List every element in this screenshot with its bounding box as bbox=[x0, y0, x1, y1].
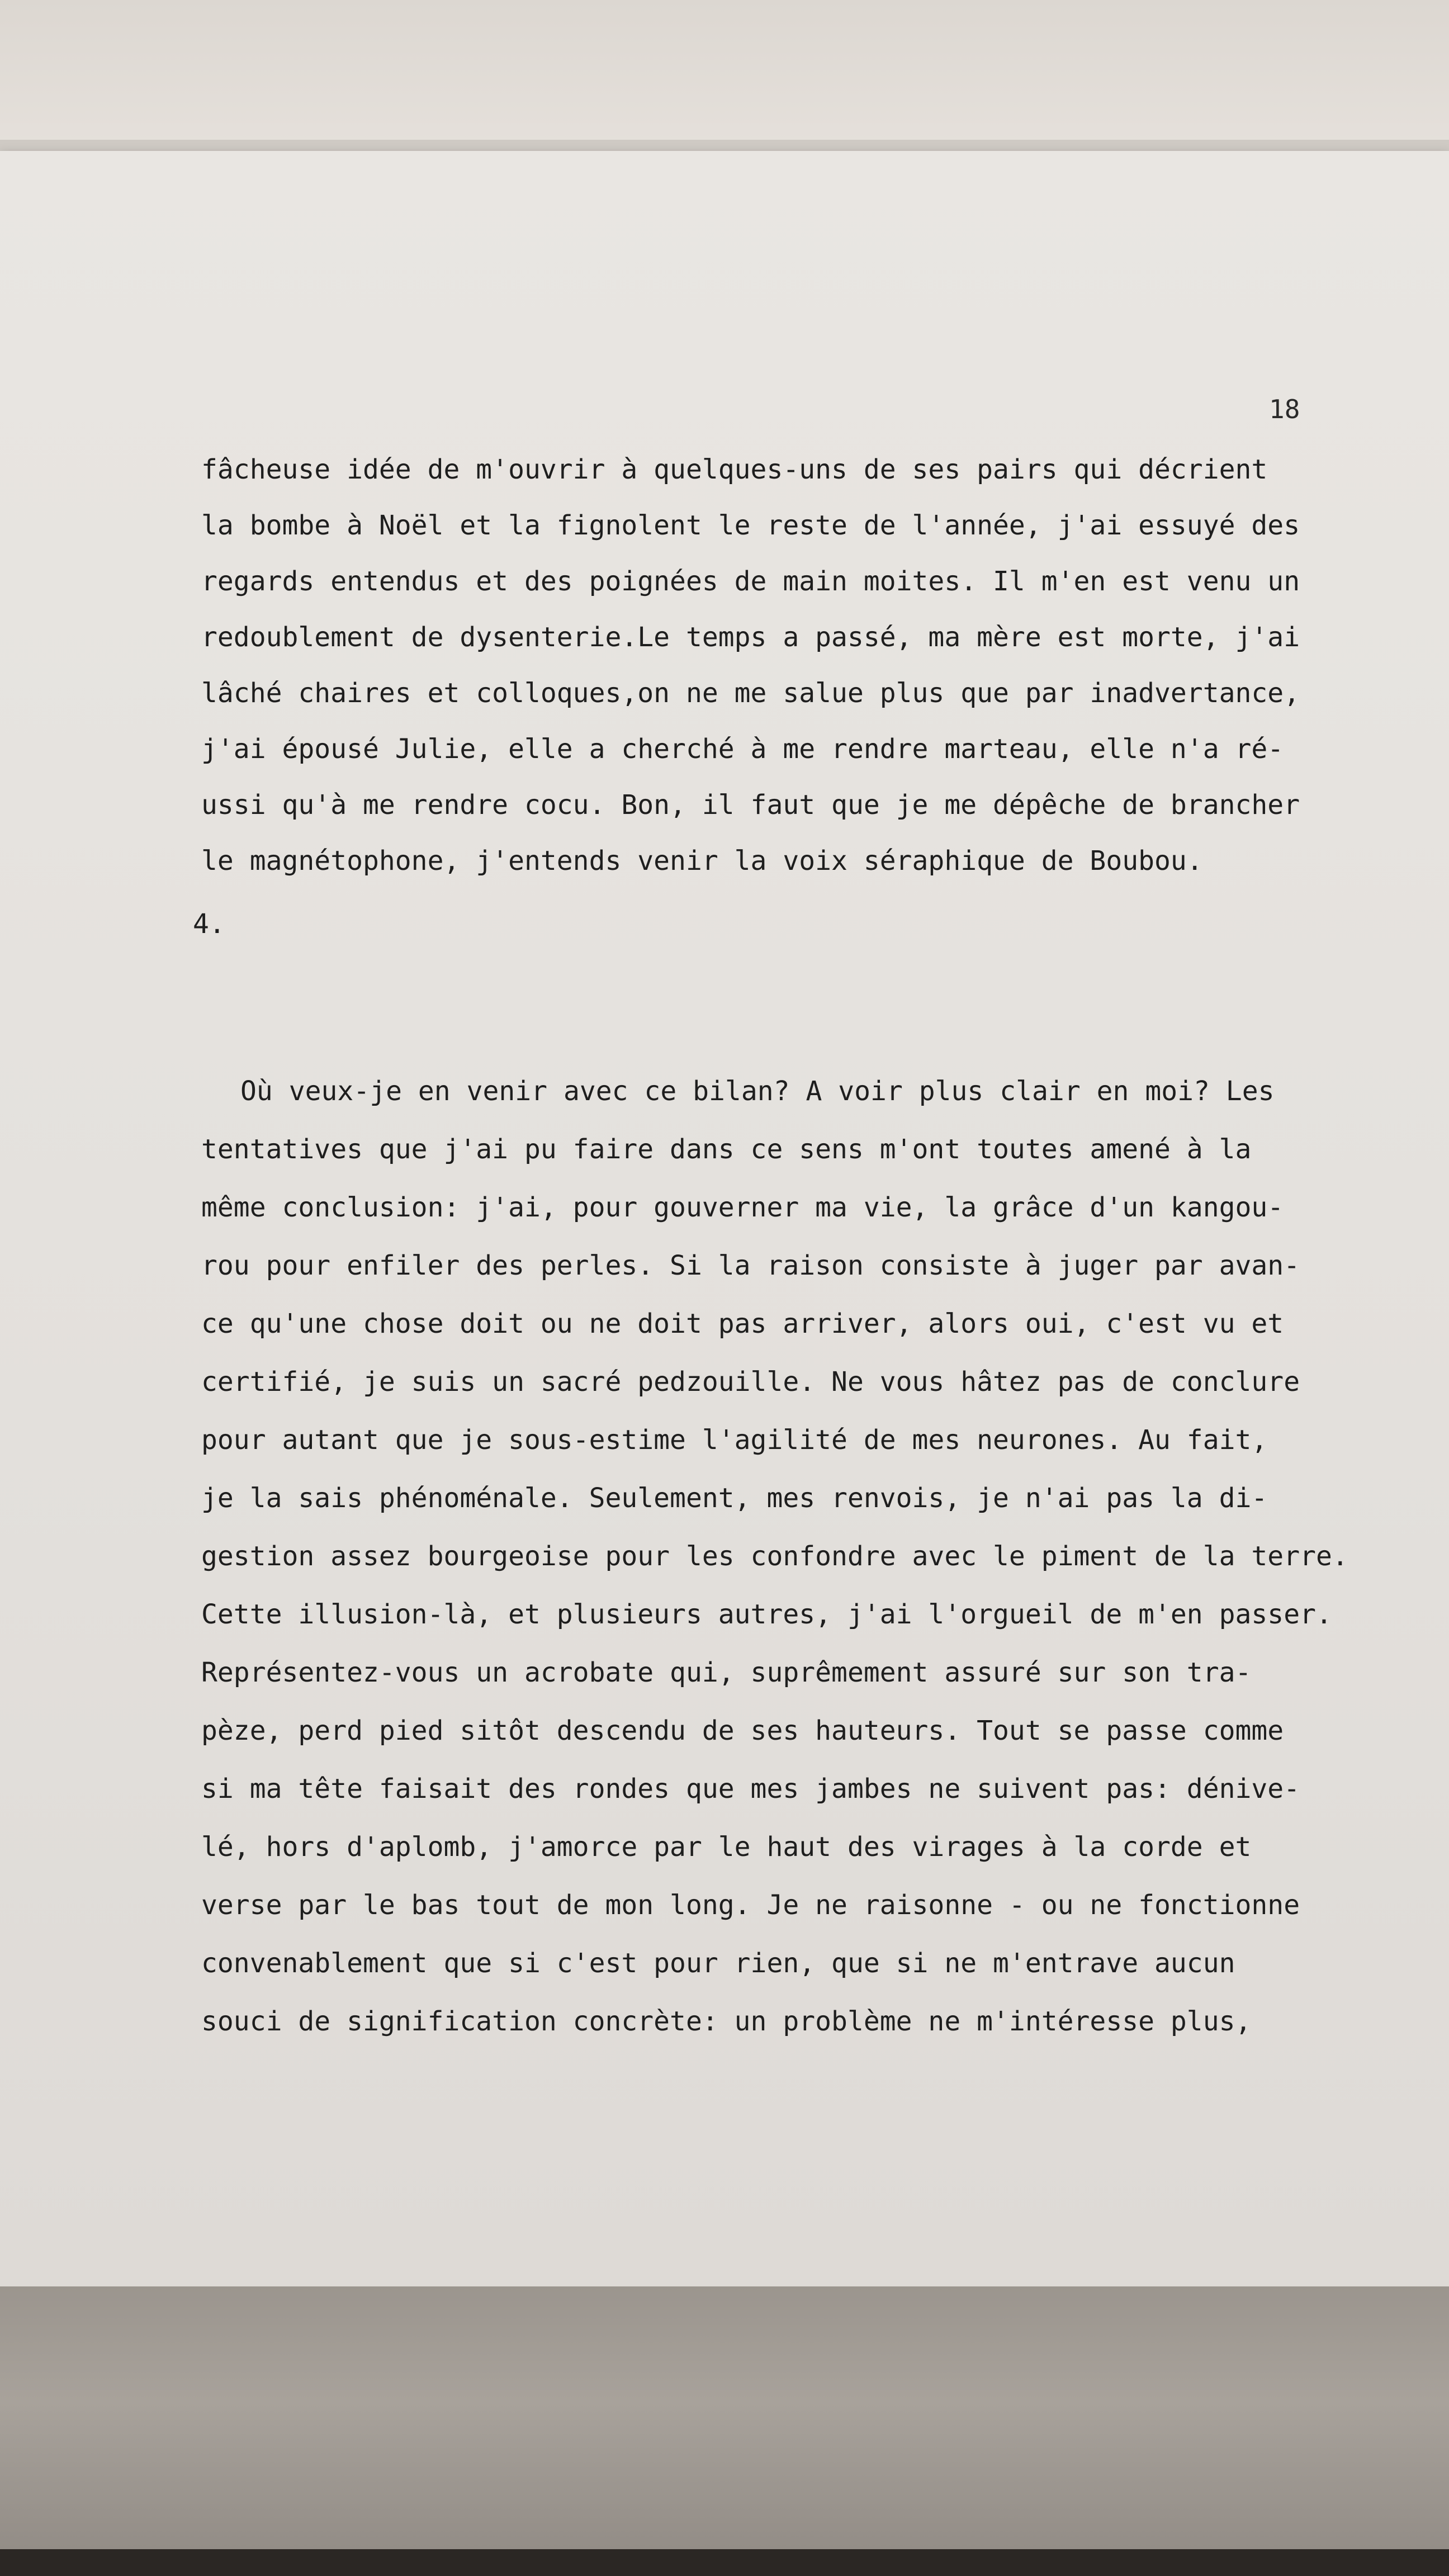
text-line: souci de signification concrète: un problème ne m'intéresse plus, bbox=[201, 2006, 1252, 2037]
text-line: Cette illusion-là, et plusieurs autres, j'ai l'orgueil de m'en passer. bbox=[201, 1599, 1332, 1630]
text-line: lâché chaires et colloques,on ne me salue plus que par inadvertance, bbox=[201, 678, 1300, 709]
background-edge bbox=[0, 2549, 1449, 2576]
text-line: pour autant que je sous-estime l'agilité de mes neurones. Au fait, bbox=[201, 1424, 1268, 1456]
text-line: si ma tête faisait des rondes que mes jambes ne suivent pas: dénive- bbox=[201, 1773, 1300, 1805]
text-line: Représentez-vous un acrobate qui, suprêmement assuré sur son tra- bbox=[201, 1657, 1252, 1688]
text-line: je la sais phénoménale. Seulement, mes renvois, je n'ai pas la di- bbox=[201, 1483, 1268, 1514]
section-number: 4. bbox=[193, 908, 225, 940]
paragraph-2 bbox=[201, 1062, 1403, 2051]
text-line: le magnétophone, j'entends venir la voix séraphique de Boubou. bbox=[201, 845, 1203, 877]
text-line: tentatives que j'ai pu faire dans ce sens m'ont toutes amené à la bbox=[201, 1134, 1252, 1165]
paragraph-1 bbox=[201, 442, 1403, 889]
text-line: la bombe à Noël et la fignolent le reste de l'année, j'ai essuyé des bbox=[201, 510, 1300, 541]
text-line: regards entendus et des poignées de main moites. Il m'en est venu un bbox=[201, 566, 1300, 597]
background-bottom bbox=[0, 2286, 1449, 2576]
text-line: fâcheuse idée de m'ouvrir à quelques-uns de ses pairs qui décrient bbox=[201, 454, 1268, 485]
text-line: pèze, perd pied sitôt descendu de ses hauteurs. Tout se passe comme bbox=[201, 1715, 1284, 1746]
text-line: même conclusion: j'ai, pour gouverner ma vie, la grâce d'un kangou- bbox=[201, 1192, 1284, 1223]
text-line: convenablement que si c'est pour rien, que si ne m'entrave aucun bbox=[201, 1948, 1235, 1979]
text-line: rou pour enfiler des perles. Si la raison consiste à juger par avan- bbox=[201, 1250, 1300, 1281]
text-line: j'ai épousé Julie, elle a cherché à me rendre marteau, elle n'a ré- bbox=[201, 733, 1284, 765]
text-line: ce qu'une chose doit ou ne doit pas arriver, alors oui, c'est vu et bbox=[201, 1308, 1284, 1339]
background-top bbox=[0, 0, 1449, 162]
page-number: 18 bbox=[1269, 394, 1300, 424]
text-line: certifié, je suis un sacré pedzouille. Ne vous hâtez pas de conclure bbox=[201, 1366, 1300, 1398]
text-line: verse par le bas tout de mon long. Je ne raisonne - ou ne fonctionne bbox=[201, 1890, 1300, 1921]
text-line: gestion assez bourgeoise pour les confondre avec le piment de la terre. bbox=[201, 1541, 1348, 1572]
text-line: redoublement de dysenterie.Le temps a passé, ma mère est morte, j'ai bbox=[201, 622, 1300, 653]
text-line: lé, hors d'aplomb, j'amorce par le haut des virages à la corde et bbox=[201, 1831, 1252, 1863]
text-line: Où veux-je en venir avec ce bilan? A voir plus clair en moi? Les bbox=[240, 1076, 1275, 1107]
text-line: ussi qu'à me rendre cocu. Bon, il faut que je me dépêche de brancher bbox=[201, 789, 1300, 821]
